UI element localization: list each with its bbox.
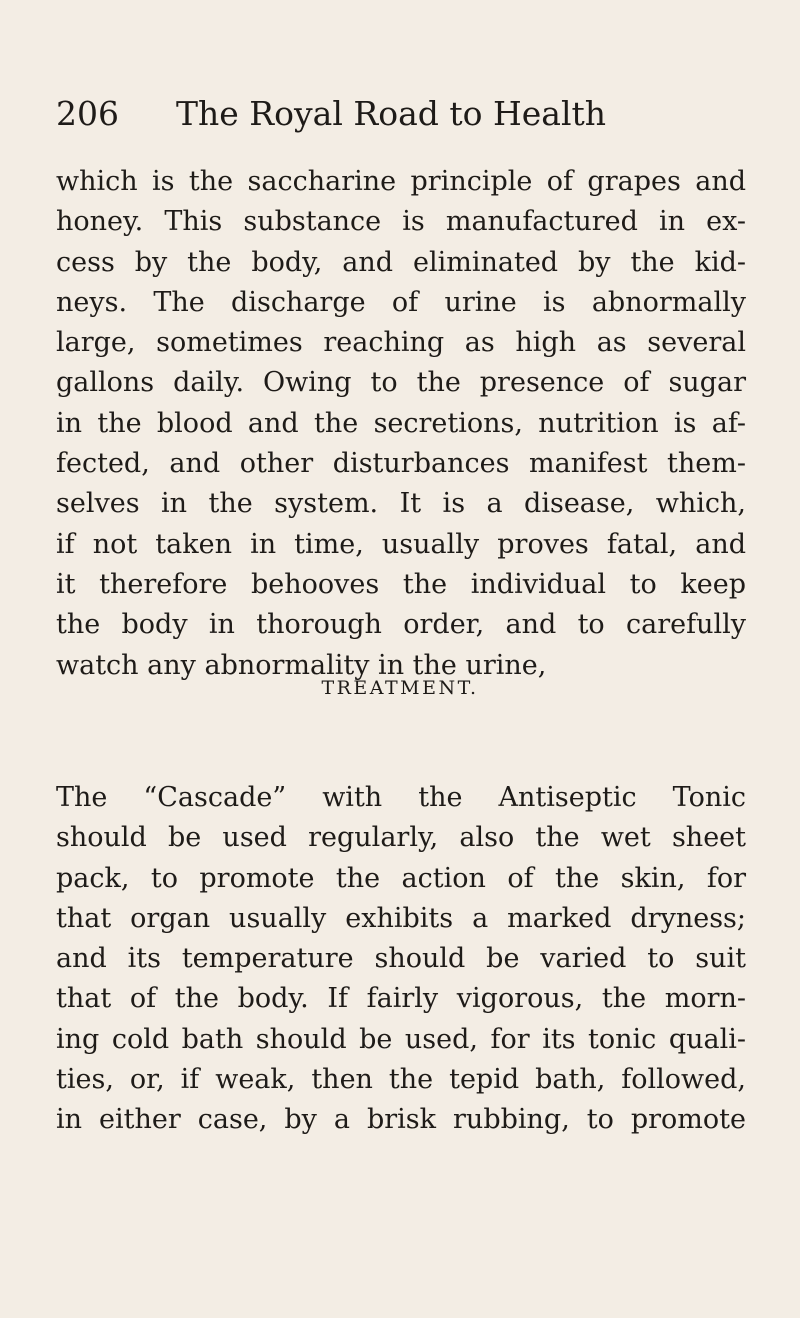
paragraph-diabetes-description bbox=[56, 162, 746, 686]
text-line: and its temperature should be varied to suit bbox=[56, 943, 746, 975]
running-head bbox=[56, 92, 756, 136]
text-line: that of the body. If fairly vigorous, the morn- bbox=[56, 983, 746, 1015]
text-line: gallons daily. Owing to the presence of sugar bbox=[56, 367, 746, 399]
text-line: pack, to promote the action of the skin, for bbox=[56, 862, 746, 894]
paragraph-treatment bbox=[56, 778, 746, 1141]
text-line: ties, or, if weak, then the tepid bath, followed, bbox=[56, 1064, 746, 1096]
text-line: cess by the body, and eliminated by the kid- bbox=[56, 246, 746, 278]
text-line: large, sometimes reaching as high as several bbox=[56, 327, 746, 359]
text-line: watch any abnormality in the urine, bbox=[56, 649, 547, 681]
text-line: in either case, by a brisk rubbing, to promote bbox=[56, 1104, 746, 1136]
text-line: if not taken in time, usually proves fatal, and bbox=[56, 528, 746, 560]
page-number: 206 bbox=[56, 94, 119, 133]
text-line: honey. This substance is manufactured in ex- bbox=[56, 206, 746, 238]
text-line: should be used regularly, also the wet sheet bbox=[56, 822, 746, 854]
text-line: in the blood and the secretions, nutrition is af- bbox=[56, 407, 746, 439]
text-line: that organ usually exhibits a marked dryness; bbox=[56, 902, 746, 934]
text-line: selves in the system. It is a disease, which, bbox=[56, 488, 746, 520]
book-title: The Royal Road to Health bbox=[176, 94, 607, 133]
section-heading-treatment: TREATMENT. bbox=[321, 677, 479, 699]
text-line: neys. The discharge of urine is abnormally bbox=[56, 286, 746, 318]
text-line: ing cold bath should be used, for its tonic quali- bbox=[56, 1023, 746, 1055]
text-line: which is the saccharine principle of grapes and bbox=[56, 166, 746, 197]
text-line: it therefore behooves the individual to keep bbox=[56, 568, 746, 600]
text-line: fected, and other disturbances manifest them- bbox=[56, 448, 746, 480]
text-line: The “Cascade” with the Antiseptic Tonic bbox=[56, 782, 746, 813]
text-line: the body in thorough order, and to carefully bbox=[56, 609, 746, 641]
